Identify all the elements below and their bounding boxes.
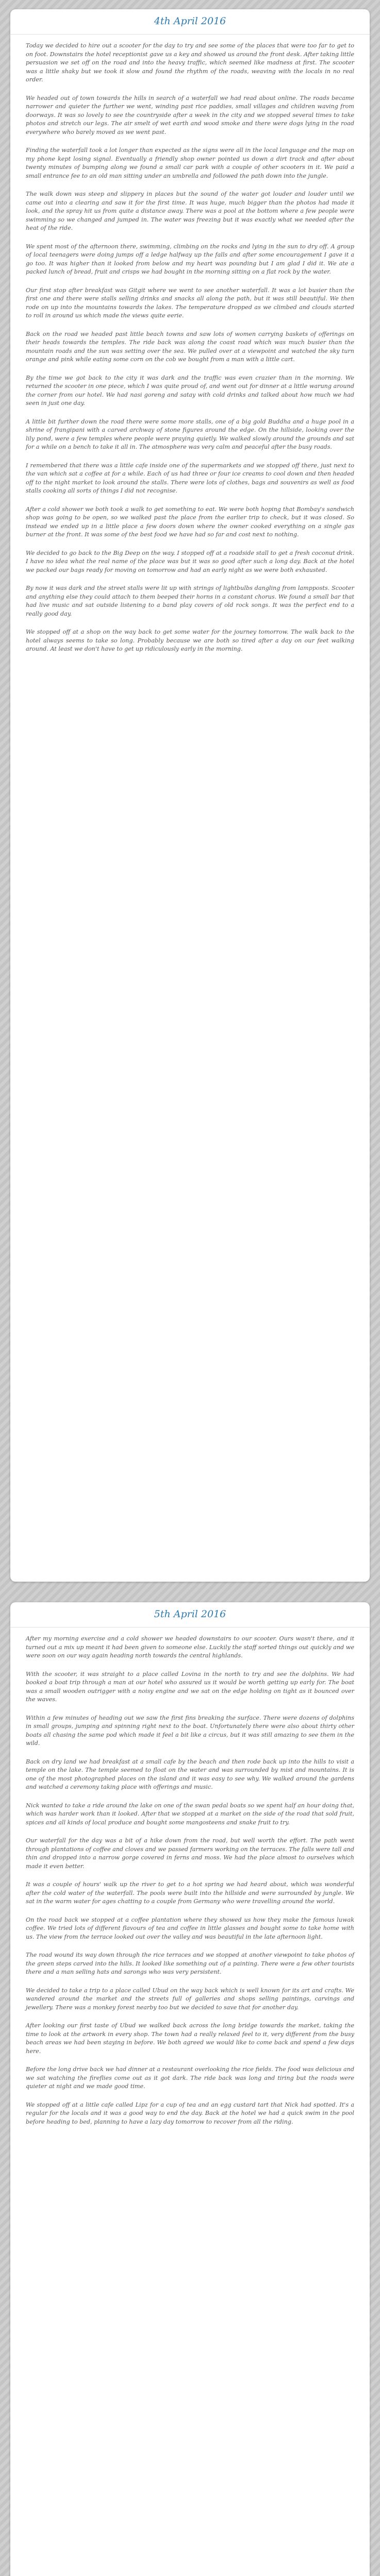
post-date: 4th April 2016 <box>154 15 226 27</box>
post-paragraph: Back on dry land we had breakfast at a small cafe by the beach and then rode back up into the hills to visit a temple on the lake. The temple seemed to float on the water and was surrounded by mist and mountains. It is one of the most photographed places on the island and it was easy to see why. We walked around the gardens and watched a ceremony taking place with offerings and music. <box>26 1758 354 1790</box>
post-date: 5th April 2016 <box>154 1608 226 1620</box>
blog-post <box>10 1602 370 2576</box>
post-paragraph: By the time we got back to the city it was dark and the traffic was even crazier than in the morning. We returned the scooter in one piece, which I was quite proud of, and went out for dinner at a little warung around the corner from our hotel. We had nasi goreng and satay with cold drinks and talked about how much we had seen in just one day. <box>26 374 354 406</box>
post-paragraph: We decided to take a trip to a place called Ubud on the way back which is well known for its art and crafts. We wandered around the market and the streets full of galleries and shops selling paintings, carvings and jewellery. There was a monkey forest nearby too but we decided to save that for another day. <box>26 1987 354 2011</box>
post-paragraph: After a cold shower we both took a walk to get something to eat. We were both hoping that Bombay's sandwich shop was going to be open, so we walked past the place from the earlier trip to check, but it was closed. So instead we ended up in a little place a few doors down where the owner cooked everything on a single gas burner at the front. It was some of the best food we have had so far and cost next to nothing. <box>26 505 354 538</box>
post-paragraph: On the road back we stopped at a coffee plantation where they showed us how they make the famous luwak coffee. We tried lots of different flavours of tea and coffee in little glasses and bought some to take home with us. The view from the terrace looked out over the valley and was beautiful in the late afternoon light. <box>26 1916 354 1940</box>
post-header <box>10 1602 370 1628</box>
post-paragraph: Today we decided to hire out a scooter for the day to try and see some of the places that were too far to get to on foot. Downstairs the hotel receptionist gave us a key and showed us around the front desk. After taking little persuasion we set off on the road and into the heavy traffic, which seemed like madness at first. The scooter was a little shaky but we took it slow and found the rhythm of the roads, weaving with the locals in no real order. <box>26 42 354 83</box>
post-paragraph: The walk down was steep and slippery in places but the sound of the water got louder and louder until we came out into a clearing and saw it for the first time. It was huge, much bigger than the photos had made it look, and the spray hit us from quite a distance away. There was a pool at the bottom where a few people were swimming so we changed and jumped in. The water was freezing but it was exactly what we needed after the heat of the ride. <box>26 191 354 231</box>
post-header <box>10 9 370 35</box>
post-paragraph: We stopped off at a little cafe called Lipz for a cup of tea and an egg custard tart that Nick had spotted. It's a regular for the locals and it was a good way to end the day. Back at the hotel we had a quick swim in the pool before heading to bed, planning to have a lazy day tomorrow to recover from all the riding. <box>26 2101 354 2125</box>
post-paragraph: After my morning exercise and a cold shower we headed downstairs to our scooter. Ours wasn't there, and it turned out a mix up meant it had been given to someone else. Luckily the staff sorted things out quickly and we were soon on our way again heading north towards the central highlands. <box>26 1635 354 1659</box>
post-body <box>10 1628 370 2126</box>
post-paragraph: By now it was dark and the street stalls were lit up with strings of lightbulbs dangling from lampposts. Scooter and anything else they could attach to them beeped their horns in a constant chorus. We found a small bar that had live music and sat outside listening to a band play covers of old rock songs. It was the perfect end to a really good day. <box>26 585 354 617</box>
post-paragraph: I remembered that there was a little cafe inside one of the supermarkets and we stopped off there, just next to the van which sat a coffee at for a while. Each of us had three or four ice creams to cool down and then headed off to the night market to look around the stalls. There were lots of clothes, bags and souvenirs as well as food stalls cooking all sorts of things I did not recognise. <box>26 462 354 494</box>
post-paragraph: With the scooter, it was straight to a place called Lovina in the north to try and see the dolphins. We had booked a boat trip through a man at our hotel who assured us it would be worth getting up early for. The boat was a small wooden outrigger with a noisy engine and we sat on the edge holding on tight as it bounced over the waves. <box>26 1670 354 1703</box>
post-paragraph: Nick wanted to take a ride around the lake on one of the swan pedal boats so we spent half an hour doing that, which was harder work than it looked. After that we stopped at a market on the side of the road that sold fruit, spices and all kinds of local produce and bought some mangosteens and snake fruit to try. <box>26 1802 354 1826</box>
post-paragraph: It was a couple of hours' walk up the river to get to a hot spring we had heard about, which was wonderful after the cold water of the waterfall. The pools were built into the hillside and were surrounded by jungle. We sat in the warm water for ages chatting to a couple from Germany who were travelling around the world. <box>26 1881 354 1905</box>
post-paragraph: The road wound its way down through the rice terraces and we stopped at another viewpoint to take photos of the green steps carved into the hills. It looked like something out of a painting. There were a few other tourists there and a man selling hats and sarongs who was very persistent. <box>26 1952 354 1975</box>
post-paragraph: A little bit further down the road there were some more stalls, one of a big gold Buddha and a huge pool in a shrine of frangipani with a carved archway of stone figures around the edge. On the hillside, looking over the lily pond, were a few temples where people were praying quietly. We walked slowly around the grounds and sat for a while on a bench to take it all in. The atmosphere was very calm and peaceful after the busy roads. <box>26 418 354 450</box>
blog-post <box>10 9 370 1582</box>
post-paragraph: We spent most of the afternoon there, swimming, climbing on the rocks and lying in the sun to dry off. A group of local teenagers were doing jumps off a ledge halfway up the falls and after some encouragement I gave it a go too. It was higher than it looked from below and my heart was pounding but I am glad I did it. We ate a packed lunch of bread, fruit and crisps we had bought in the morning sitting on a flat rock by the water. <box>26 243 354 275</box>
post-paragraph: Back on the road we headed past little beach towns and saw lots of women carrying baskets of offerings on their heads towards the temples. The ride back was along the coast road which was much busier than the mountain roads and the sun was setting over the sea. We pulled over at a viewpoint and watched the sky turn orange and pink while eating some corn on the cob we bought from a man with a little cart. <box>26 330 354 363</box>
post-paragraph: We stopped off at a shop on the way back to get some water for the journey tomorrow. The walk back to the hotel always seems to take so long. Probably because we are both so tired after a day on our feet walking around. At least we don't have to get up ridiculously early in the morning. <box>26 629 354 652</box>
post-paragraph: Our waterfall for the day was a bit of a hike down from the road, but well worth the effort. The path went through plantations of coffee and cloves and we passed farmers working on the terraces. The falls were tall and thin and dropped into a narrow gorge covered in ferns and moss. We had the place almost to ourselves which made it even better. <box>26 1837 354 1870</box>
post-paragraph: After looking our first taste of Ubud we walked back across the long bridge towards the market, taking the time to look at the artwork in every shop. The town had a really relaxed feel to it, very different from the busy beach areas we had been staying in before. We both agreed we would like to come back and spend a few days here. <box>26 2022 354 2055</box>
post-body <box>10 35 370 654</box>
post-paragraph: Finding the waterfall took a lot longer than expected as the signs were all in the local language and the map on my phone kept losing signal. Eventually a friendly shop owner pointed us down a dirt track and after about twenty minutes of bumping along we found a small car park with a couple of other scooters in it. We paid a small entrance fee to an old man sitting under an umbrella and followed the path down into the jungle. <box>26 147 354 179</box>
post-paragraph: Before the long drive back we had dinner at a restaurant overlooking the rice fields. The food was delicious and we sat watching the fireflies come out as it got dark. The ride back was long and tiring but the roads were quieter at night and we made good time. <box>26 2066 354 2090</box>
post-paragraph: Our first stop after breakfast was Gitgit where we went to see another waterfall. It was a lot busier than the first one and there were stalls selling drinks and snacks all along the path, but it was still beautiful. We then rode on up into the mountains towards the lakes. The temperature dropped as we climbed and clouds started to roll in around us which made the views quite eerie. <box>26 286 354 319</box>
post-paragraph: We headed out of town towards the hills in search of a waterfall we had read about online. The roads became narrower and quieter the further we went, winding past rice paddies, small villages and children waving from doorways. It was so lovely to see the countryside after a week in the city and we stopped several times to take photos and stretch our legs. The air smelt of wet earth and wood smoke and there were dogs lying in the road everywhere who barely moved as we went past. <box>26 94 354 135</box>
post-paragraph: Within a few minutes of heading out we saw the first fins breaking the surface. There were dozens of dolphins in small groups, jumping and spinning right next to the boat. Unfortunately there were also about thirty other boats all chasing the same pod which made it feel a bit like a circus, but it was still amazing to see them in the wild. <box>26 1714 354 1747</box>
post-paragraph: We decided to go back to the Big Deep on the way. I stopped off at a roadside stall to get a fresh coconut drink. I have no idea what the real name of the place was but it was so good after such a long day. Back at the hotel we packed our bags ready for moving on tomorrow and had an early night as we were both exhausted. <box>26 549 354 573</box>
